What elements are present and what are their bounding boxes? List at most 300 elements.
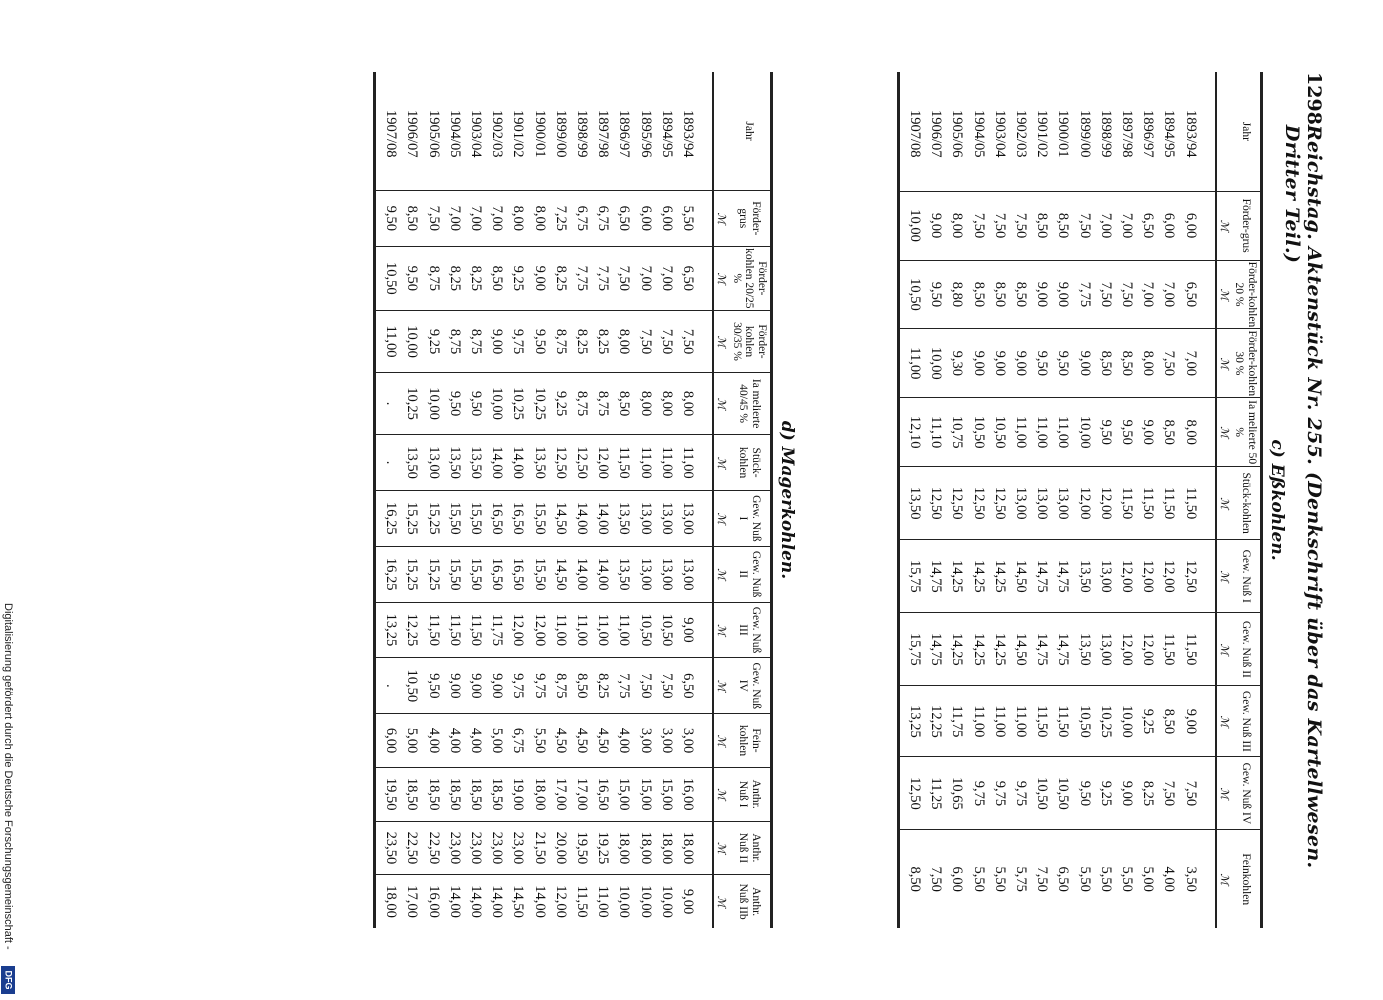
price-cell: 4,50 [592, 714, 613, 768]
column-header: Ia melierte 40/45 % [728, 373, 771, 435]
price-cell: 13,50 [401, 435, 422, 491]
price-cell: 6,75 [571, 190, 592, 246]
price-cell: 11,00 [656, 435, 677, 491]
column-header: Gew. Nuß III [728, 602, 771, 658]
price-cell: 8,00 [677, 373, 713, 435]
year-cell: 1904/05 [970, 110, 987, 158]
price-cell: 13,00 [1010, 467, 1031, 540]
price-cell: 10,50 [634, 602, 655, 658]
table-row [550, 72, 571, 928]
price-cell: 4,00 [444, 714, 465, 768]
price-cell: 9,25 [1137, 686, 1158, 757]
price-cell: 7,50 [677, 310, 713, 372]
price-cell: 13,00 [677, 546, 713, 602]
price-cell: 18,50 [444, 767, 465, 821]
price-cell: 19,00 [507, 767, 528, 821]
price-cell: 10,50 [1031, 757, 1052, 830]
price-cell: 10,25 [528, 373, 549, 435]
price-cell: 8,75 [550, 658, 571, 714]
column-header: Förder-kohlen 20/25 % [728, 246, 771, 310]
price-cell: 13,00 [1095, 540, 1116, 613]
price-cell: 14,00 [444, 875, 465, 928]
price-cell: 9,75 [528, 658, 549, 714]
price-cell: 12,00 [1137, 613, 1158, 686]
table-row [1031, 72, 1052, 928]
price-cell: 15,00 [634, 767, 655, 821]
table-row [571, 72, 592, 928]
price-cell: 7,00 [1179, 329, 1215, 398]
table-c-title: c) Eßkohlen. [1267, 439, 1287, 561]
price-cell: 7,50 [1074, 191, 1095, 260]
price-cell: 9,25 [507, 246, 528, 310]
price-cell: 11,50 [1158, 613, 1179, 686]
price-cell: 12,50 [989, 467, 1010, 540]
price-cell: 18,00 [375, 875, 402, 928]
price-cell: 15,25 [423, 490, 444, 546]
price-cell: 7,50 [1095, 260, 1116, 329]
price-cell: 6,00 [375, 714, 402, 768]
price-cell: 13,25 [899, 686, 926, 757]
price-cell: 19,50 [571, 821, 592, 875]
price-cell: 9,00 [1031, 260, 1052, 329]
price-cell: 10,00 [656, 875, 677, 928]
price-cell: 14,25 [989, 613, 1010, 686]
table-row [528, 72, 549, 928]
price-cell: 18,50 [486, 767, 507, 821]
price-cell: 18,50 [465, 767, 486, 821]
price-cell: 12,25 [925, 686, 946, 757]
price-cell: 13,00 [423, 435, 444, 491]
column-header: Jahr [1231, 72, 1262, 191]
price-cell: 12,10 [899, 398, 926, 467]
price-cell: 10,00 [423, 373, 444, 435]
year-cell: 1903/04 [468, 110, 485, 158]
price-cell: 16,50 [507, 490, 528, 546]
table-row [925, 72, 946, 928]
price-cell: 12,50 [899, 757, 926, 830]
price-cell: 11,00 [989, 686, 1010, 757]
column-header: Gew. Nuß I [728, 490, 771, 546]
price-cell: 8,50 [1095, 329, 1116, 398]
price-cell: 10,50 [375, 246, 402, 310]
price-cell: 16,00 [677, 767, 713, 821]
price-cell: 9,50 [1095, 398, 1116, 467]
price-cell: 8,00 [946, 191, 967, 260]
price-cell: 12,00 [1158, 540, 1179, 613]
price-cell: 11,00 [592, 602, 613, 658]
table-row [444, 72, 465, 928]
table-row [375, 72, 402, 928]
price-cell: 9,00 [465, 658, 486, 714]
price-cell: 10,50 [656, 602, 677, 658]
unit-cell: ℳ [1216, 191, 1231, 260]
price-cell: 16,25 [375, 546, 402, 602]
price-cell: 11,50 [444, 602, 465, 658]
price-cell: 13,25 [375, 602, 402, 658]
price-cell: 10,25 [401, 373, 422, 435]
price-cell: 7,00 [1116, 191, 1137, 260]
price-cell: 8,00 [1179, 398, 1215, 467]
price-cell: 11,00 [634, 435, 655, 491]
price-cell: 5,00 [1137, 830, 1158, 928]
price-cell: 5,50 [968, 830, 989, 928]
price-cell: 14,00 [528, 875, 549, 928]
price-cell: 8,00 [613, 310, 634, 372]
unit-cell [713, 72, 728, 190]
unit-cell: ℳ [1216, 830, 1231, 928]
column-header: Feinkohlen [1231, 830, 1262, 928]
price-cell: 13,50 [465, 435, 486, 491]
price-cell: 8,50 [571, 658, 592, 714]
price-cell: 9,50 [1031, 329, 1052, 398]
price-cell: 18,50 [401, 767, 422, 821]
price-cell: 8,50 [486, 246, 507, 310]
price-cell: 6,00 [1179, 191, 1215, 260]
column-header: Fein-kohlen [728, 714, 771, 768]
price-cell: 8,25 [592, 310, 613, 372]
price-cell: 10,25 [1095, 686, 1116, 757]
price-cell: 13,50 [613, 490, 634, 546]
price-cell: 14,50 [550, 546, 571, 602]
table-row [677, 72, 713, 928]
column-header: Anthr. Nuß II [728, 821, 771, 875]
price-cell: 9,50 [465, 373, 486, 435]
year-cell: 1900/01 [531, 110, 548, 158]
price-cell: 6,75 [592, 190, 613, 246]
price-cell: 18,00 [677, 821, 713, 875]
column-header: Gew. Nuß II [728, 546, 771, 602]
price-cell: 13,00 [1052, 467, 1073, 540]
price-cell: 10,00 [401, 310, 422, 372]
unit-cell: ℳ [1216, 260, 1231, 329]
price-cell: 12,00 [1095, 467, 1116, 540]
price-cell: 9,00 [968, 329, 989, 398]
price-cell: 13,00 [656, 490, 677, 546]
column-header: Gew. Nuß III [1231, 686, 1262, 757]
price-cell: 5,00 [401, 714, 422, 768]
price-cell: 21,50 [528, 821, 549, 875]
price-cell: 14,50 [1010, 613, 1031, 686]
unit-cell: ℳ [713, 546, 728, 602]
price-cell: 7,50 [634, 658, 655, 714]
price-cell: 7,75 [613, 658, 634, 714]
price-cell: 23,00 [465, 821, 486, 875]
table-row [1158, 72, 1179, 928]
price-cell: 10,00 [925, 329, 946, 398]
price-cell: 12,00 [1137, 540, 1158, 613]
price-cell: 11,00 [592, 875, 613, 928]
price-cell: 10,00 [613, 875, 634, 928]
price-cell: 18,00 [613, 821, 634, 875]
price-cell: 17,00 [571, 767, 592, 821]
price-cell: 11,00 [968, 686, 989, 757]
column-header: Förder-kohlen 20 % [1231, 260, 1262, 329]
price-cell: 12,00 [550, 875, 571, 928]
price-cell: 12,50 [1179, 540, 1215, 613]
price-cell: 8,50 [401, 190, 422, 246]
price-cell: 4,00 [423, 714, 444, 768]
price-cell: 6,00 [656, 190, 677, 246]
price-cell: 8,00 [656, 373, 677, 435]
price-cell: 6,50 [677, 246, 713, 310]
price-cell: 14,75 [925, 613, 946, 686]
year-cell: 1893/94 [1182, 110, 1199, 158]
price-cell: 12,50 [571, 435, 592, 491]
price-cell: 13,50 [899, 467, 926, 540]
price-cell: 14,25 [989, 540, 1010, 613]
year-cell: 1895/96 [637, 110, 654, 158]
price-cell: 8,50 [613, 373, 634, 435]
price-cell: 7,25 [550, 190, 571, 246]
price-cell: 8,75 [444, 310, 465, 372]
price-cell: 14,00 [465, 875, 486, 928]
price-cell: 7,00 [656, 246, 677, 310]
price-cell: 10,00 [1074, 398, 1095, 467]
price-cell: 15,50 [444, 546, 465, 602]
price-cell: 11,50 [1116, 467, 1137, 540]
price-cell: 17,00 [401, 875, 422, 928]
unit-cell: ℳ [1216, 467, 1231, 540]
price-cell: 16,50 [592, 767, 613, 821]
table-row [423, 72, 444, 928]
price-cell: 8,50 [1116, 329, 1137, 398]
price-cell: 11,00 [571, 602, 592, 658]
price-cell: . [375, 373, 402, 435]
price-cell: 9,50 [375, 190, 402, 246]
unit-cell: ℳ [713, 767, 728, 821]
price-cell: 9,00 [1116, 757, 1137, 830]
price-cell: 10,50 [401, 658, 422, 714]
year-cell: 1907/08 [899, 72, 926, 191]
price-cell: 15,75 [899, 613, 926, 686]
price-cell: 4,00 [465, 714, 486, 768]
price-cell: 7,50 [925, 830, 946, 928]
price-cell: 6,75 [507, 714, 528, 768]
price-cell: 10,50 [968, 398, 989, 467]
price-cell: 8,25 [592, 658, 613, 714]
price-cell: 7,50 [656, 658, 677, 714]
price-cell: 7,50 [423, 190, 444, 246]
price-cell: 3,00 [656, 714, 677, 768]
table-row [634, 72, 655, 928]
price-cell: 14,25 [946, 613, 967, 686]
column-header: Gew. Nuß I [1231, 540, 1262, 613]
unit-cell: ℳ [1216, 540, 1231, 613]
price-cell: 11,00 [613, 602, 634, 658]
price-cell: 8,25 [571, 310, 592, 372]
price-cell: 10,50 [1052, 757, 1073, 830]
price-cell: 12,00 [1116, 540, 1137, 613]
year-cell: 1901/02 [1034, 110, 1051, 158]
price-cell: 10,00 [1116, 686, 1137, 757]
price-cell: 7,00 [444, 190, 465, 246]
year-cell: 1894/95 [658, 110, 675, 158]
table-row [1116, 72, 1137, 928]
table-row [592, 72, 613, 928]
price-cell: 5,50 [989, 830, 1010, 928]
price-cell: 8,00 [634, 373, 655, 435]
price-cell: 8,25 [1137, 757, 1158, 830]
price-cell: 15,75 [899, 540, 926, 613]
price-cell: 10,75 [946, 398, 967, 467]
price-cell: 11,50 [1031, 686, 1052, 757]
price-cell: 6,50 [1052, 830, 1073, 928]
price-cell: 14,75 [1031, 613, 1052, 686]
price-cell: 9,00 [677, 602, 713, 658]
price-cell: 4,00 [613, 714, 634, 768]
price-cell: 12,25 [401, 602, 422, 658]
price-cell: 7,50 [1179, 757, 1215, 830]
price-cell: 14,50 [1010, 540, 1031, 613]
price-cell: 22,50 [423, 821, 444, 875]
price-cell: 18,00 [656, 821, 677, 875]
price-cell: 7,00 [1095, 191, 1116, 260]
unit-cell: ℳ [713, 714, 728, 768]
column-header: Förder-grus [1231, 191, 1262, 260]
year-cell: 1898/99 [1097, 110, 1114, 158]
price-cell: 7,50 [1116, 260, 1137, 329]
price-cell: 13,00 [1095, 613, 1116, 686]
price-cell: 11,50 [1179, 613, 1215, 686]
price-cell: 8,50 [968, 260, 989, 329]
price-cell: 6,00 [1158, 191, 1179, 260]
column-header: Anthr. Nuß IIb [728, 875, 771, 928]
dfg-logo: DFG [1, 966, 15, 994]
price-cell: 11,50 [1158, 467, 1179, 540]
price-cell: 9,75 [989, 757, 1010, 830]
price-cell: 16,50 [507, 546, 528, 602]
price-cell: 10,00 [899, 191, 926, 260]
price-cell: 8,75 [592, 373, 613, 435]
price-cell: 12,50 [946, 467, 967, 540]
price-cell: 12,00 [592, 435, 613, 491]
price-cell: 7,75 [592, 246, 613, 310]
price-cell: 9,75 [968, 757, 989, 830]
price-cell: 9,30 [946, 329, 967, 398]
page-header-title: Reichstag. Aktenstück Nr. 255. (Denkschrift über das Kartellwesen. Dritter Teil.) [1281, 124, 1325, 869]
price-cell: 4,50 [571, 714, 592, 768]
price-cell: 9,50 [528, 310, 549, 372]
price-cell: . [375, 435, 402, 491]
price-cell: 10,50 [1074, 686, 1095, 757]
price-cell: 13,50 [1074, 540, 1095, 613]
price-cell: 15,50 [444, 490, 465, 546]
unit-cell [1216, 72, 1231, 191]
table-esskohlen [897, 72, 1263, 928]
price-cell: 14,75 [1052, 540, 1073, 613]
column-header: Förder-kohlen 30 % [1231, 329, 1262, 398]
price-cell: 14,75 [1052, 613, 1073, 686]
year-cell: 1905/06 [425, 110, 442, 158]
unit-cell: ℳ [1216, 398, 1231, 467]
price-cell: 3,50 [1179, 830, 1215, 928]
column-header: Förder-kohlen 30/35 % [728, 310, 771, 372]
price-cell: 3,00 [677, 714, 713, 768]
price-cell: 7,50 [613, 246, 634, 310]
price-cell: 9,50 [925, 260, 946, 329]
price-cell: 14,25 [968, 540, 989, 613]
price-cell: 11,75 [946, 686, 967, 757]
price-cell: 7,00 [634, 246, 655, 310]
price-cell: 23,00 [507, 821, 528, 875]
price-cell: 10,65 [946, 757, 967, 830]
price-cell: 7,50 [1158, 757, 1179, 830]
year-cell: 1899/00 [1076, 110, 1093, 158]
unit-cell: ℳ [1216, 329, 1231, 398]
unit-cell: ℳ [713, 246, 728, 310]
price-cell: 8,50 [1010, 260, 1031, 329]
table-row [989, 72, 1010, 928]
price-cell: 9,75 [507, 658, 528, 714]
price-cell: 15,00 [613, 767, 634, 821]
price-cell: 15,00 [656, 767, 677, 821]
price-cell: 13,00 [634, 490, 655, 546]
price-cell: 11,75 [486, 602, 507, 658]
footer-strip [0, 0, 16, 1000]
price-cell: 9,00 [1137, 398, 1158, 467]
table-magerkohlen [373, 72, 773, 928]
price-cell: 7,50 [1010, 191, 1031, 260]
price-cell: 7,50 [656, 310, 677, 372]
column-header: Gew. Nuß IV [728, 658, 771, 714]
price-cell: 4,50 [550, 714, 571, 768]
price-cell: 9,25 [423, 310, 444, 372]
unit-cell: ℳ [713, 821, 728, 875]
column-header: Stück-kohlen [1231, 467, 1262, 540]
year-cell: 1897/98 [595, 110, 612, 158]
price-cell: 11,50 [613, 435, 634, 491]
price-cell: 8,80 [946, 260, 967, 329]
price-cell: 7,50 [989, 191, 1010, 260]
unit-cell: ℳ [713, 190, 728, 246]
price-cell: 9,00 [486, 658, 507, 714]
table-row [899, 72, 926, 928]
price-cell: 13,00 [634, 546, 655, 602]
year-cell: 1893/94 [679, 110, 696, 158]
unit-cell: ℳ [713, 875, 728, 928]
price-cell: 6,50 [1137, 191, 1158, 260]
price-cell: 14,25 [946, 540, 967, 613]
price-cell: 11,50 [465, 602, 486, 658]
price-cell: 9,00 [486, 310, 507, 372]
year-cell: 1899/00 [552, 110, 569, 158]
price-cell: 16,50 [486, 546, 507, 602]
year-cell: 1903/04 [991, 110, 1008, 158]
table-row [1074, 72, 1095, 928]
price-cell: 11,00 [1052, 398, 1073, 467]
price-cell: 18,50 [423, 767, 444, 821]
price-cell: 10,00 [634, 875, 655, 928]
price-cell: 11,50 [423, 602, 444, 658]
price-cell: 11,50 [1137, 467, 1158, 540]
year-cell: 1897/98 [1118, 110, 1135, 158]
year-cell: 1898/99 [573, 110, 590, 158]
price-cell: 8,50 [989, 260, 1010, 329]
price-cell: 14,75 [1031, 540, 1052, 613]
unit-cell: ℳ [1216, 686, 1231, 757]
price-cell: 8,75 [571, 373, 592, 435]
column-header: Jahr [728, 72, 771, 190]
price-cell: 11,00 [1010, 398, 1031, 467]
price-cell: 7,00 [486, 190, 507, 246]
price-cell: 13,00 [656, 546, 677, 602]
price-cell: 9,25 [1095, 757, 1116, 830]
column-header: Stück-kohlen [728, 435, 771, 491]
column-header: Gew. Nuß IV [1231, 757, 1262, 830]
price-cell: 11,00 [1010, 686, 1031, 757]
price-cell: 13,50 [528, 435, 549, 491]
unit-cell: ℳ [713, 310, 728, 372]
